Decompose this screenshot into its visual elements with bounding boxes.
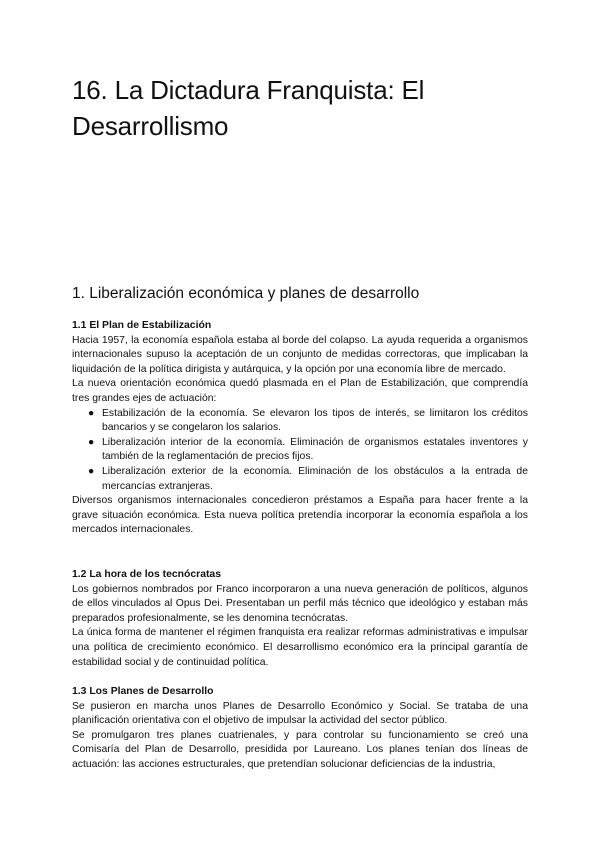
list-item-text: Liberalización interior de la economía. Eliminación de organismos estatales inventores y también de la reglamentación de precios fijos. — [102, 436, 528, 463]
paragraph: La única forma de mantener el régimen franquista era realizar reformas administrativas e impulsar una política de crecimiento económico. El desarrollismo económico era la principal garantía de estabilidad social y de continuidad política. — [72, 627, 528, 668]
subsection-planes-desarrollo — [72, 685, 528, 773]
list-item — [72, 436, 528, 465]
subsection-heading: 1.1 El Plan de Estabilización — [72, 320, 212, 331]
bullet-icon: ● — [88, 407, 95, 419]
subsection-heading: 1.2 La hora de los tecnócratas — [72, 569, 221, 580]
paragraph: Se promulgaron tres planes cuatrienales, y para controlar su funcionamiento se creó una Comisaría del Plan de Desarrollo, presidida por Laureano. Los planes tenían dos líneas de actuación: las acciones estructurales, que pretendían solucionar deficiencias de la industria, — [72, 729, 528, 770]
bullet-list — [72, 407, 528, 495]
paragraph: Hacia 1957, la economía española estaba al borde del colapso. La ayuda requerida a organismos internacionales supuso la aceptación de un conjunto de medidas correctoras, que implicaban la liquidación de la política dirigista y autárquica, y la opción por una economía libre de mercado. — [72, 334, 528, 375]
paragraph: Diversos organismos internacionales concedieron préstamos a España para hacer frente a la grave situación económica. Esta nueva política pretendía incorporar la economía española a los mercados internacionales. — [72, 495, 528, 536]
document-title: 16. La Dictadura Franquista: El Desarrollismo — [72, 75, 425, 141]
section-heading: 1. Liberalización económica y planes de desarrollo — [72, 285, 420, 302]
list-item-text: Estabilización de la economía. Se elevaron los tipos de interés, se limitaron los créditos bancarios y se congelaron los salarios. — [102, 407, 528, 434]
paragraph: Se pusieron en marcha unos Planes de Desarrollo Económico y Social. Se trataba de una planificación orientativa con el objetivo de impulsar la actividad del sector público. — [72, 700, 528, 727]
bullet-icon: ● — [88, 436, 95, 448]
list-item — [72, 407, 528, 436]
paragraph: La nueva orientación económica quedó plasmada en el Plan de Estabilización, que comprendía tres grandes ejes de actuación: — [72, 378, 528, 404]
subsection-tecnocratas — [72, 568, 528, 670]
list-item — [72, 465, 528, 494]
list-item-text: Liberalización exterior de la economía. Eliminación de los obstáculos a la entrada de mercancías extranjeras. — [102, 465, 528, 492]
paragraph: Los gobiernos nombrados por Franco incorporaron a una nueva generación de políticos, algunos de ellos vinculados al Opus Dei. Presentaban un perfil más técnico que ideológico y estaban más preparados profesionalmente, se les denomina tecnócratas. — [72, 583, 528, 624]
subsection-heading: 1.3 Los Planes de Desarrollo — [72, 686, 214, 697]
subsection-plan-estabilizacion — [72, 319, 528, 538]
bullet-icon: ● — [88, 465, 95, 477]
